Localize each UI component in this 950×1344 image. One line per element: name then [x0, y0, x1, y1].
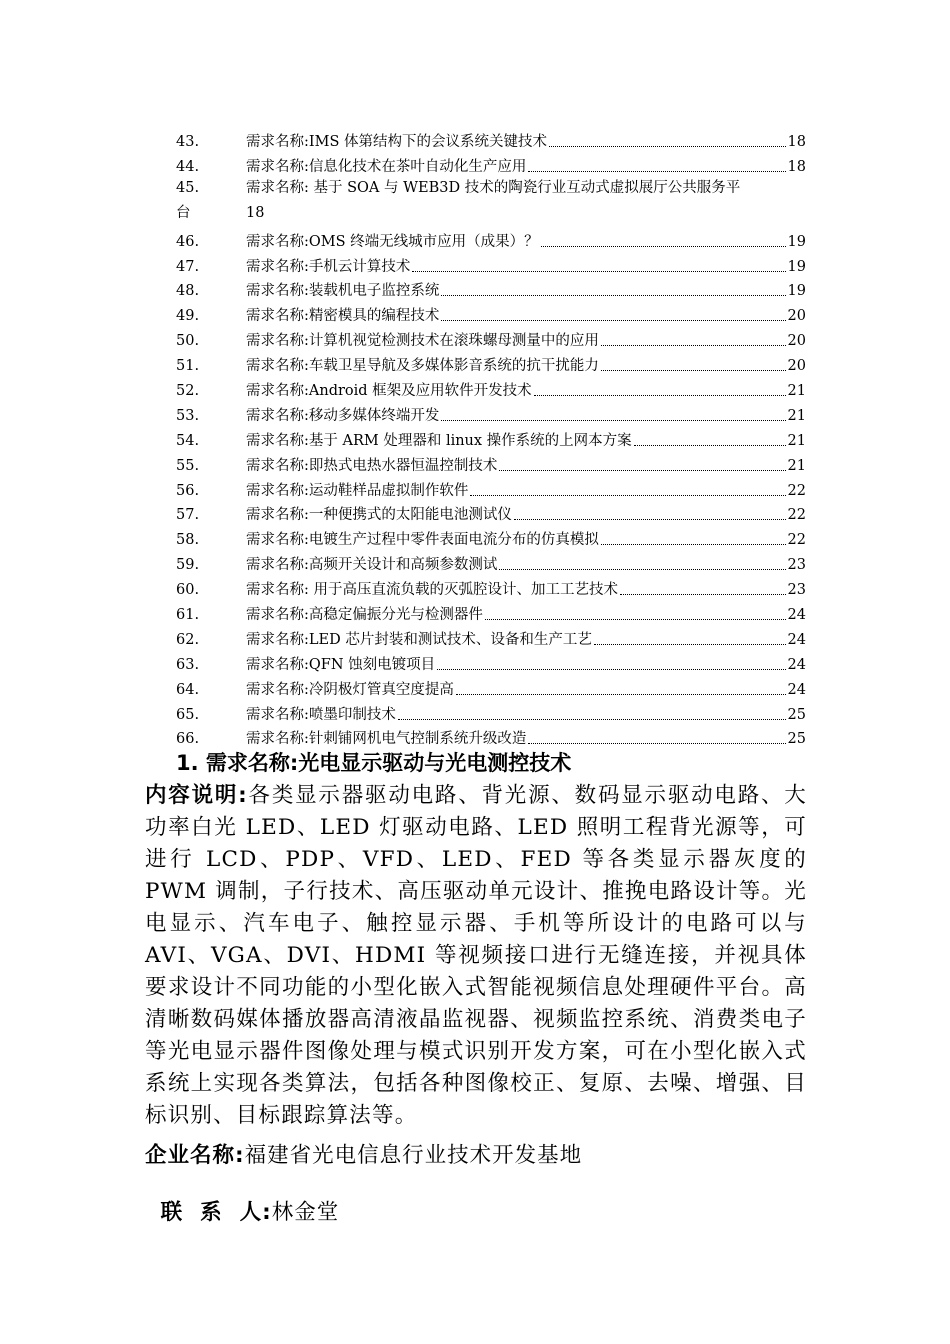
toc-entry-page: 19: [787, 233, 806, 250]
toc-entry[interactable]: [176, 151, 806, 176]
toc-leader-dots: [534, 395, 786, 396]
toc-entry-title: 需求名称:精密模具的编程技术: [246, 308, 440, 325]
contact-name: 林金堂: [271, 1200, 340, 1225]
toc-entry-page: 25: [787, 731, 806, 748]
toc-entry[interactable]: [176, 574, 806, 599]
toc-leader-dots: [437, 669, 785, 670]
toc-leader-dots: [549, 146, 786, 147]
toc-entry-title: 需求名称:针刺铺网机电气控制系统升级改造: [246, 731, 527, 748]
toc-entry-number: 52.: [176, 383, 200, 400]
content-description: [145, 780, 807, 1132]
toc-entry-number: 45.: [176, 179, 200, 196]
toc-entry-title-continuation: 台: [176, 204, 191, 221]
toc-entry-number: 54.: [176, 432, 200, 449]
toc-entry-title: 需求名称:手机云计算技术: [246, 258, 411, 275]
toc-entry-page: 21: [787, 432, 806, 449]
toc-entry[interactable]: [176, 126, 806, 151]
toc-entry[interactable]: [176, 350, 806, 375]
toc-entry-number: 49.: [176, 308, 200, 325]
toc-entry-number: 56.: [176, 482, 200, 499]
toc-leader-dots: [470, 495, 785, 496]
contact-label: 联 系 人:: [160, 1200, 272, 1225]
toc-leader-dots: [601, 345, 786, 346]
toc-entry-page: 19: [787, 283, 806, 300]
toc-leader-dots: [456, 694, 786, 695]
toc-entry-page: 20: [787, 358, 806, 375]
toc-entry-page: 23: [787, 557, 806, 574]
toc-entry-page: 24: [787, 607, 806, 624]
content-text: 各类显示器驱动电路、背光源、数码显示驱动电路、大功率白光 LED、LED 灯驱动电路、LED 照明工程背光源等，可进行 LCD、PDP、VFD、LED、FED 等各类显示器灰度的 PWM 调制，子行技术、高压驱动单元设计、推挽电路设计等。光电显示、汽车电子、触控显示器、手机等所设计的电路可以与 AVI、VGA、DVI、HDMI 等视频接口进行无缝连接，并视具体要求设计不同功能的小型化嵌入式智能视频信息处理硬件平台。高清晰数码媒体播放器高清液晶监视器、视频监控系统、消费类电子等光电显示器件图像处理与模式识别开发方案，可在小型化嵌入式系统上实现各类算法，包括各种图像校正、复原、去噪、增强、目标识别、目标跟踪算法等。: [145, 783, 807, 1128]
toc-entry-title: 需求名称:高频开关设计和高频参数测试: [246, 557, 498, 574]
toc-entry-page: 22: [787, 532, 806, 549]
toc-entry-page: 21: [787, 457, 806, 474]
toc-entry[interactable]: [176, 724, 806, 749]
toc-leader-dots: [634, 445, 786, 446]
toc-entry-page: 24: [787, 631, 806, 648]
toc-entry[interactable]: [176, 599, 806, 624]
toc-entry-number: 65.: [176, 706, 200, 723]
toc-entry-title: 需求名称:冷阴极灯管真空度提高: [246, 681, 454, 698]
toc-entry[interactable]: [176, 276, 806, 301]
toc-entry-number: 53.: [176, 407, 200, 424]
toc-entry-title: 需求名称:基于 ARM 处理器和 linux 操作系统的上网本方案: [246, 432, 632, 449]
toc-entry-number: 44.: [176, 158, 200, 175]
toc-entry[interactable]: [176, 325, 806, 350]
toc-entry[interactable]: [176, 400, 806, 425]
toc-entry-page: 23: [787, 582, 806, 599]
toc-entry-title: 需求名称: 用于高压直流负载的灭弧腔设计、加工工艺技术: [246, 582, 618, 599]
toc-entry[interactable]: [176, 475, 806, 500]
toc-entry-title: 需求名称:电镀生产过程中零件表面电流分布的仿真模拟: [246, 532, 599, 549]
toc-leader-dots: [601, 370, 786, 371]
contact-line: [145, 1170, 339, 1226]
toc-entry-number: 46.: [176, 233, 200, 250]
company-line: [145, 1138, 582, 1169]
toc-leader-dots: [620, 594, 786, 595]
toc-entry[interactable]: [176, 500, 806, 525]
toc-entry-page: 22: [787, 482, 806, 499]
toc-entry-number: 66.: [176, 731, 200, 748]
toc-entry[interactable]: [176, 549, 806, 574]
toc-entry-title: 需求名称:Android 框架及应用软件开发技术: [246, 383, 532, 400]
toc-entry-number: 50.: [176, 333, 200, 350]
toc-entry-title: 需求名称:喷墨印制技术: [246, 706, 396, 723]
toc-entry-page: 21: [787, 407, 806, 424]
toc-entry-number: 64.: [176, 681, 200, 698]
toc-leader-dots: [528, 171, 785, 172]
toc-entry[interactable]: [176, 699, 806, 724]
table-of-contents: [176, 126, 806, 748]
toc-leader-dots: [499, 569, 785, 570]
toc-leader-dots: [594, 644, 786, 645]
toc-entry-title: 需求名称:LED 芯片封装和测试技术、设备和生产工艺: [246, 631, 592, 648]
toc-entry-title: 需求名称:装载机电子监控系统: [246, 283, 440, 300]
toc-entry[interactable]: [176, 375, 806, 400]
toc-entry-number: 48.: [176, 283, 200, 300]
toc-entry-number: 60.: [176, 582, 200, 599]
toc-leader-dots: [499, 470, 785, 471]
section-heading: 1. 需求名称:光电显示驱动与光电测控技术: [176, 751, 572, 775]
toc-entry-page: 20: [787, 308, 806, 325]
toc-entry-title: 需求名称:车载卫星导航及多媒体影音系统的抗干扰能力: [246, 358, 599, 375]
toc-entry[interactable]: [176, 226, 806, 251]
toc-entry-page: 25: [787, 706, 806, 723]
toc-entry[interactable]: [176, 425, 806, 450]
toc-entry[interactable]: [176, 300, 806, 325]
toc-entry-page: 18: [246, 204, 265, 221]
toc-entry-title: 需求名称:IMS 体第结构下的会议系统关键技术: [246, 133, 548, 150]
toc-entry-title: 需求名称:即热式电热水器恒温控制技术: [246, 457, 498, 474]
toc-entry-page: 22: [787, 507, 806, 524]
toc-leader-dots: [441, 420, 785, 421]
toc-entry-title: 需求名称:QFN 蚀刻电镀项目: [246, 656, 436, 673]
toc-entry-page: 18: [787, 133, 806, 150]
toc-entry-title: 需求名称:信息化技术在茶叶自动化生产应用: [246, 158, 527, 175]
toc-leader-dots: [441, 295, 785, 296]
toc-leader-dots: [412, 271, 785, 272]
toc-entry-number: 57.: [176, 507, 200, 524]
toc-entry-title: 需求名称:移动多媒体终端开发: [246, 407, 440, 424]
toc-entry[interactable]: [176, 624, 806, 649]
toc-entry-title: 需求名称:计算机视觉检测技术在滚珠螺母测量中的应用: [246, 333, 599, 350]
toc-entry-page: 18: [787, 158, 806, 175]
toc-entry-page: 24: [787, 656, 806, 673]
toc-entry-page: 20: [787, 333, 806, 350]
toc-entry-title: 需求名称:高稳定偏振分光与检测器件: [246, 607, 483, 624]
company-name: 福建省光电信息行业技术开发基地: [244, 1143, 583, 1168]
toc-leader-dots: [514, 519, 786, 520]
toc-entry-number: 58.: [176, 532, 200, 549]
toc-entry-page: 21: [787, 383, 806, 400]
toc-entry-title: 需求名称:OMS 终端无线城市应用（成果）？: [246, 233, 539, 250]
toc-entry[interactable]: [176, 251, 806, 276]
toc-entry[interactable]: [176, 176, 806, 226]
toc-entry-number: 59.: [176, 557, 200, 574]
toc-leader-dots: [601, 544, 786, 545]
toc-entry-page: 24: [787, 681, 806, 698]
toc-entry-page: 19: [787, 258, 806, 275]
toc-entry[interactable]: [176, 450, 806, 475]
toc-entry-number: 43.: [176, 133, 200, 150]
toc-leader-dots: [441, 320, 785, 321]
toc-entry-number: 62.: [176, 631, 200, 648]
company-label: 企业名称:: [145, 1143, 245, 1168]
toc-leader-dots: [485, 619, 786, 620]
toc-entry-number: 51.: [176, 358, 200, 375]
toc-entry-number: 55.: [176, 457, 200, 474]
toc-entry-number: 61.: [176, 607, 200, 624]
toc-entry-title: 需求名称:一种便携式的太阳能电池测试仪: [246, 507, 512, 524]
toc-entry[interactable]: [176, 649, 806, 674]
toc-entry[interactable]: [176, 524, 806, 549]
toc-entry-title: 需求名称:运动鞋样品虚拟制作软件: [246, 482, 469, 499]
toc-entry-number: 63.: [176, 656, 200, 673]
toc-entry[interactable]: [176, 674, 806, 699]
toc-entry-title: 需求名称: 基于 SOA 与 WEB3D 技术的陶瓷行业互动式虚拟展厅公共服务平: [246, 179, 741, 196]
content-label: 内容说明:: [145, 783, 248, 808]
toc-leader-dots: [541, 246, 786, 247]
toc-entry-number: 47.: [176, 258, 200, 275]
toc-leader-dots: [398, 719, 786, 720]
toc-leader-dots: [528, 743, 785, 744]
